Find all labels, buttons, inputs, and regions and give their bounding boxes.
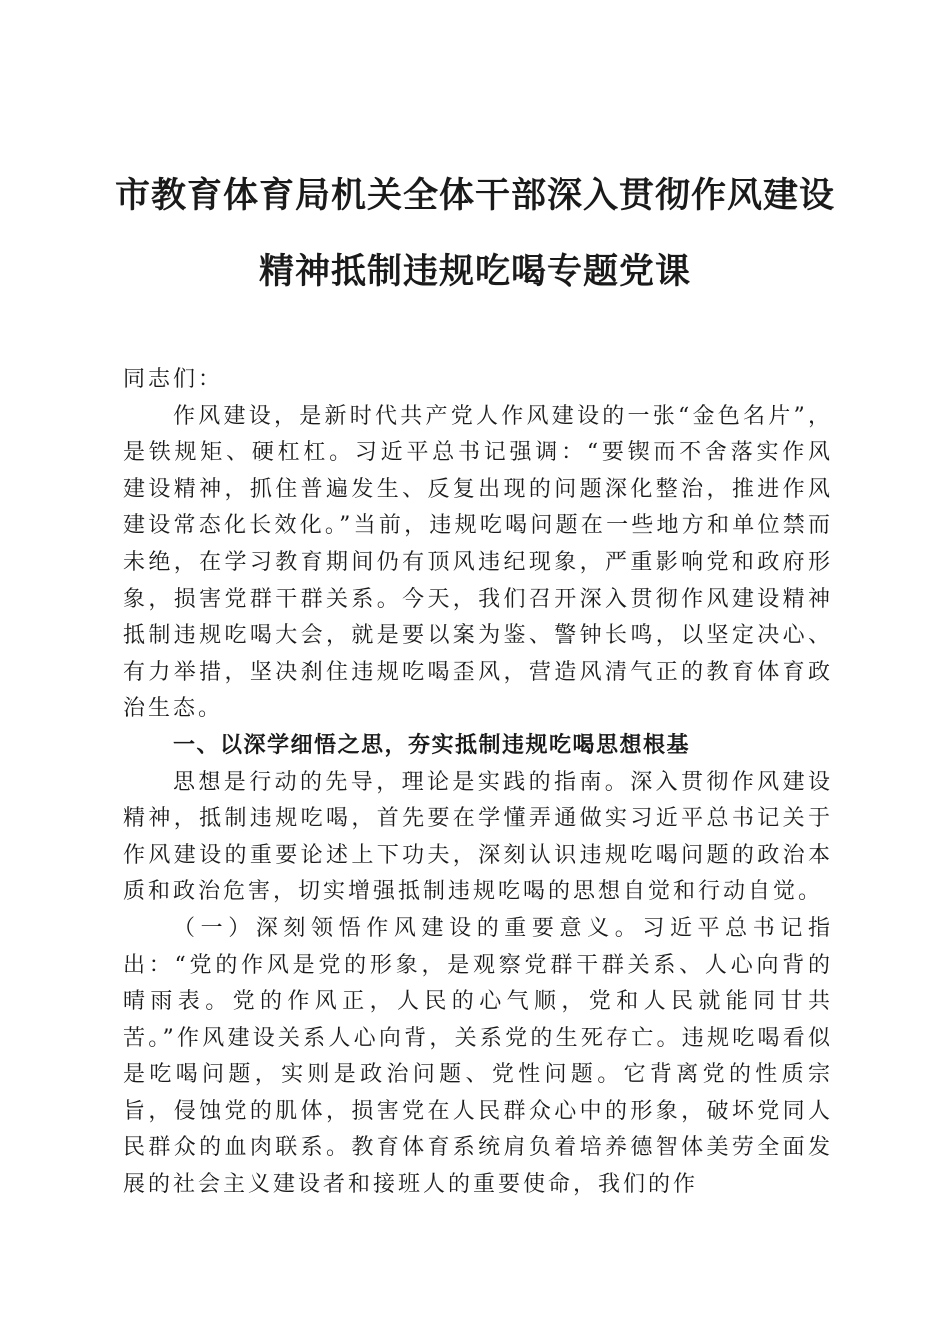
document-body	[123, 362, 833, 1204]
intro-paragraph: 作风建设，是新时代共产党人作风建设的一张“金色名片”，是铁规矩、硬杠杠。习近平总书记强调：“要锲而不舍落实作风建设精神，抓住普遍发生、反复出现的问题深化整治，推进作风建设常态化长效化。”当前，违规吃喝问题在一些地方和单位禁而未绝，在学习教育期间仍有顶风违纪现象，严重影响党和政府形象，损害党群干群关系。今天，我们召开深入贯彻作风建设精神抵制违规吃喝大会，就是要以案为鉴、警钟长鸣，以坚定决心、有力举措，坚决刹住违规吃喝歪风，营造风清气正的教育体育政治生态。	[123, 403, 833, 722]
salutation: 同志们：	[123, 367, 224, 392]
document-title-line-2: 精神抵制违规吃喝专题党课	[258, 251, 691, 292]
subsection-1-paragraph: （一）深刻领悟作风建设的重要意义。习近平总书记指出：“党的作风是党的形象，是观察党群干群关系、人心向背的晴雨表。党的作风正，人民的心气顺，党和人民就能同甘共苦。”作风建设关系人心向背，关系党的生死存亡。违规吃喝看似是吃喝问题，实则是政治问题、党性问题。它背离党的性质宗旨，侵蚀党的肌体，损害党在人民群众心中的形象，破坏党同人民群众的血肉联系。教育体育系统肩负着培养德智体美劳全面发展的社会主义建设者和接班人的重要使命，我们的作	[123, 915, 833, 1198]
section-1-heading: 一、以深学细悟之思，夯实抵制违规吃喝思想根基	[173, 732, 691, 758]
section-1-paragraph: 思想是行动的先导，理论是实践的指南。深入贯彻作风建设精神，抵制违规吃喝，首先要在学懂弄通做实习近平总书记关于作风建设的重要论述上下功夫，深刻认识违规吃喝问题的政治本质和政治危害，切实增强抵制违规吃喝的思想自觉和行动自觉。	[123, 769, 833, 905]
document-title-line-1: 市教育体育局机关全体干部深入贯彻作风建设	[114, 175, 835, 216]
